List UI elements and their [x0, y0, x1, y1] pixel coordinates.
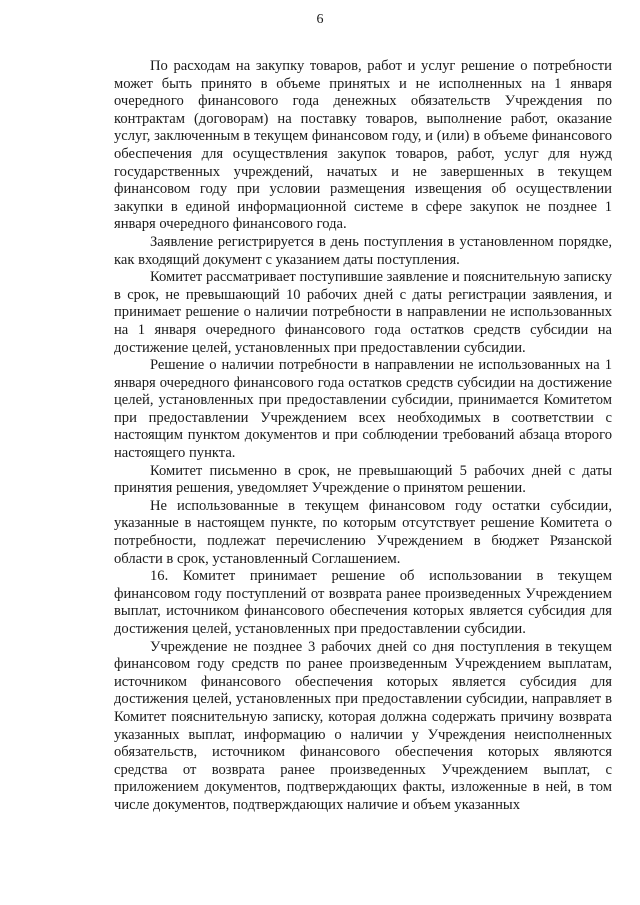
paragraph-procurement-expenses: По расходам на закупку товаров, работ и услуг решение о потребности может быть принято в объеме принятых и не исполненных на 1 января очередного финансового года денежных обязательств Учреждения по контрактам (договорам) на поставку товаров, выполнение работ, оказание услуг, заключенным в текущем финансовом году, и (или) в объеме финансового обеспечения для осуществления закупок товаров, работ, услуг для нужд государственных учреждений, начатых и не завершенных в текущем финансовом году при условии размещения извещения об осуществлении закупки в единой информационной системе в сфере закупок не позднее 1 января очередного финансового года. [114, 58, 612, 233]
document-body [114, 58, 612, 815]
paragraph-explanatory-note: Учреждение не позднее 3 рабочих дней со дня поступления в текущем финансовом году средств по ранее произведенным Учреждением выплатам, источником финансового обеспечения которых является субсидия для достижения целей, установленных при предоставлении субсидии, направляет в Комитет пояснительную записку, которая должна содержать причину возврата указанных выплат, информацию о наличии у Учреждения неисполненных обязательств, источником финансового обеспечения которых являются средства от возврата ранее произведенных Учреждением выплат, с приложением документов, подтверждающих факты, изложенные в ней, в том числе документов, подтверждающих наличие и объем указанных [114, 638, 612, 813]
paragraph-committee-review: Комитет рассматривает поступившие заявление и пояснительную записку в срок, не превышающий 10 рабочих дней с даты регистрации заявления, и принимает решение о наличии потребности в направлении не использованных на 1 января очередного финансового года остатков средств субсидии на достижение целей, установленных при предоставлении субсидии. [114, 269, 612, 356]
paragraph-written-notification: Комитет письменно в срок, не превышающий 5 рабочих дней с даты принятия решения, уведомляет Учреждение о принятом решении. [114, 462, 612, 497]
paragraph-application-registration: Заявление регистрируется в день поступления в установленном порядке, как входящий документ с указанием даты поступления. [114, 233, 612, 268]
page-number: 6 [316, 12, 324, 27]
paragraph-decision-conditions: Решение о наличии потребности в направлении не использованных на 1 января очередного финансового года остатков средств субсидии на достижение целей, установленных при предоставлении субсидии, принимается Комитетом при предоставлении Учреждением всех необходимых в соответствии с настоящим пунктом документов и при соблюдении требований абзаца второго настоящего пункта. [114, 357, 612, 462]
paragraph-item-16: 16. Комитет принимает решение об использовании в текущем финансовом году поступлений от возврата ранее произведенных Учреждением выплат, источником финансового обеспечения которых является субсидия для достижения целей, установленных при предоставлении субсидии. [114, 568, 612, 637]
paragraph-unused-balances: Не использованные в текущем финансовом году остатки субсидии, указанные в настоящем пункте, по которым отсутствует решение Комитета о потребности, подлежат перечислению Учреждением в бюджет Рязанской области в срок, установленный Соглашением. [114, 497, 612, 567]
